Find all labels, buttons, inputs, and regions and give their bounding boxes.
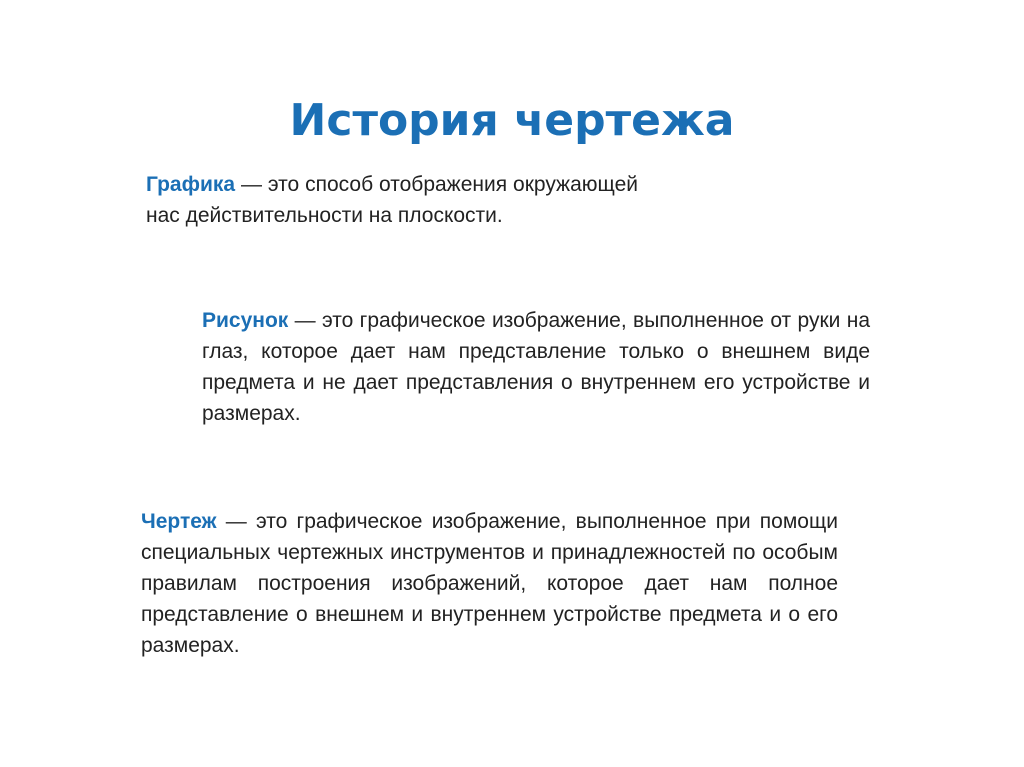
- definition-text: — это графическое изображение, выполненное при помощи специальных чертежных инструментов и принадлежностей по особым правилам построения изображений, которое дает нам полное представление о внешнем и внутреннем устройстве предмета и о его размерах.: [141, 510, 838, 657]
- definition-technical-drawing: [141, 506, 838, 661]
- slide-title: История чертежа: [289, 95, 735, 147]
- definition-term: Графика: [146, 173, 236, 196]
- definition-text: — это графическое изображение, выполненное от руки на глаз, которое дает нам представление только о внешнем виде предмета и не дает представления о внутреннем его устройстве и размерах.: [202, 309, 870, 425]
- definition-text: — это способ отображения окружающей нас действительности на плоскости.: [146, 173, 638, 227]
- definition-term: Чертеж: [141, 510, 217, 533]
- definition-drawing: [202, 305, 870, 429]
- definition-term: Рисунок: [202, 309, 289, 332]
- definition-graphics: [146, 169, 638, 231]
